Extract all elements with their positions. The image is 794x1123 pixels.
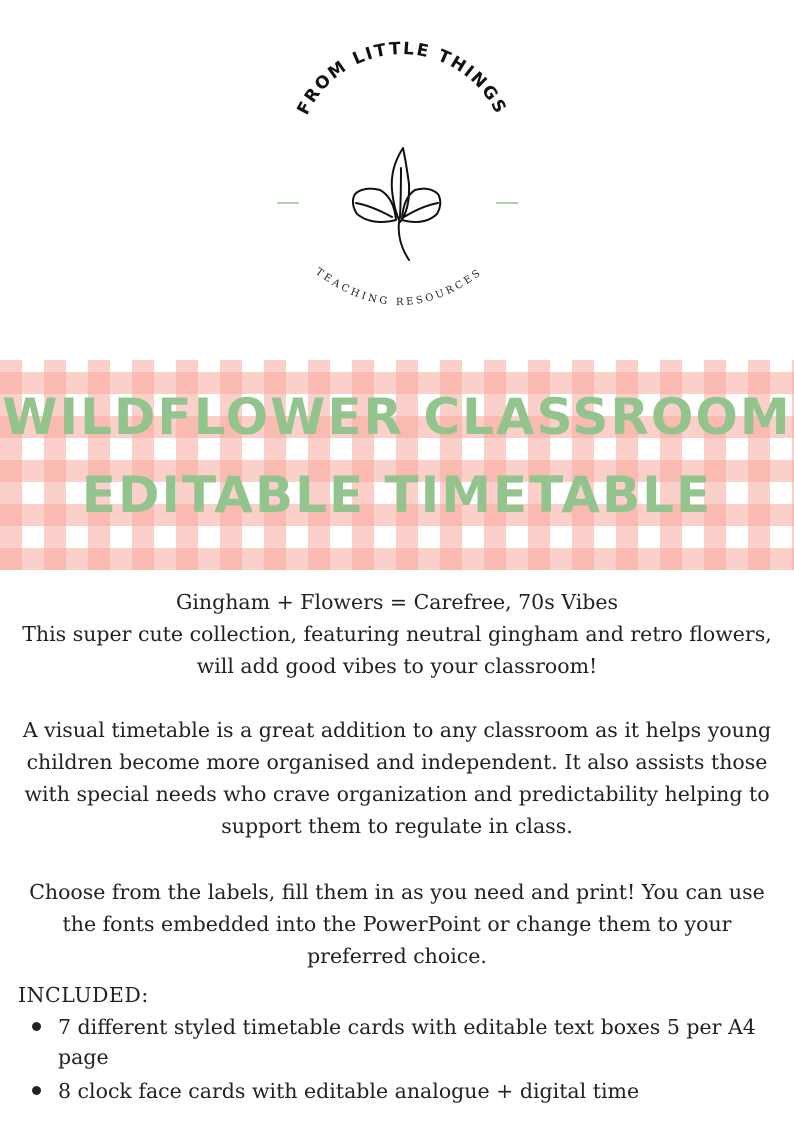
bullet-icon [32,1022,41,1031]
banner-title-line-1: WILDFLOWER CLASSROOM [2,388,792,446]
tagline: Gingham + Flowers = Carefree, 70s Vibes [175,590,619,614]
list-item [58,1076,783,1106]
list-item-text: 8 clock face cards with editable analogue + digital time [58,1079,640,1103]
banner-title-line-2: EDITABLE TIMETABLE [81,466,713,524]
list-item-text: 7 different styled timetable cards with editable text boxes 5 per A4 page [58,1015,756,1069]
intro-block [10,586,784,682]
logo-arc-bottom-text: TEACHING RESOURCES [313,266,485,309]
choose-labels-paragraph: Choose from the labels, fill them in as you need and print! You can use the fonts embedded into the PowerPoint or change them to your preferred choice. [29,880,765,968]
title-banner [0,360,794,570]
brand-logo [0,0,794,340]
bullet-icon [32,1086,41,1095]
included-list [58,1012,783,1110]
sprout-icon [353,148,440,260]
list-item [58,1012,783,1072]
included-heading: INCLUDED: [18,983,149,1007]
logo-arc-top-text: FROM LITTLE THINGS [293,38,511,119]
logo-graphic [0,0,794,340]
intro-description: This super cute collection, featuring neutral gingham and retro flowers, will add good vibes to your classroom! [22,622,772,678]
visual-timetable-paragraph: A visual timetable is a great addition to any classroom as it helps young children become more organised and independent. It also assists those with special needs who crave organization and predictability helping to support them to regulate in class. [22,718,772,838]
